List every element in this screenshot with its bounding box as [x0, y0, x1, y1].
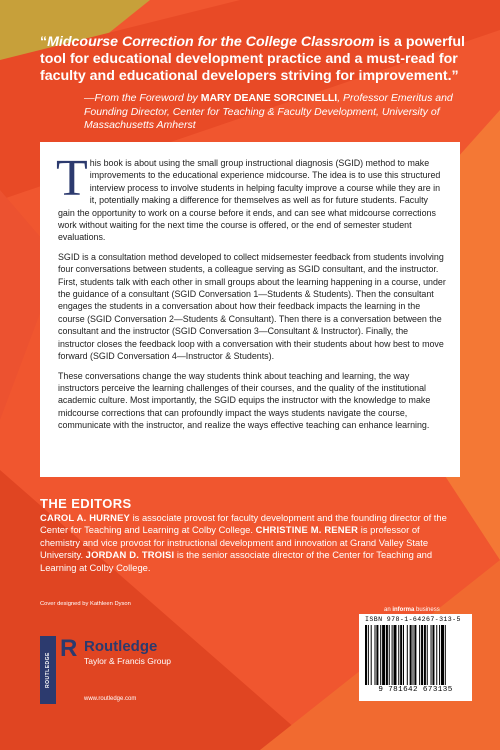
- editor-name: JORDAN D. TROISI: [85, 549, 175, 561]
- publisher-name: Routledge: [84, 638, 158, 655]
- cover-credit: Cover designed by Kathleen Dyson: [40, 601, 131, 607]
- routledge-r-icon: R: [60, 635, 78, 662]
- editors-bios: CAROL A. HURNEY is associate provost for faculty development and the founding director of the Center for Teaching and Learning at Colby College. CHRISTINE M. RENER is professor of chemistry and vice provost for instructional development and innovation at Grand Valley State University. JORDAN D. TROISI is the senior associate director of the Center for Teaching and Learning at Colby College.: [40, 512, 447, 573]
- isbn-label: ISBN 978-1-64267-313-5: [365, 616, 461, 623]
- editor-name: CHRISTINE M. RENER: [255, 524, 359, 536]
- publisher-subtitle: Taylor & Francis Group: [84, 656, 171, 666]
- editors-heading: THE EDITORS: [40, 496, 132, 511]
- logo-vertical-label: ROUTLEDGE: [45, 652, 51, 688]
- barcode-icon: [365, 625, 466, 685]
- endorsement-attribution: —From the Foreword by MARY DEANE SORCINELLI, Professor Emeritus and Founding Director, Center for Teaching & Faculty Development, University of Massachusetts Amherst: [84, 92, 453, 131]
- description-paragraph-3: These conversations change the way students think about teaching and learning, the way instructors perceive the learning challenges of their courses, and the quality of the institutional academic culture. Most importantly, the SGID equips the instructor with the knowledge to make midcourse corrections that can profoundly impact the ways students navigate the course, communicate with the instructor, and realize the ways effective teaching can enhance learning.: [58, 370, 431, 431]
- editor-name: CAROL A. HURNEY: [40, 512, 130, 523]
- drop-cap: T: [56, 150, 88, 207]
- description-paragraph-1: This book is about using the small group instructional diagnosis (SGID) method to make improvements to the educational experience midcourse. The idea is to use this structured interview process to involve students in helping faculty improve a course while they are in it, potentially making a difference for themselves as well as for future students. Faculty gain the opportunity to work on a course before it ends, and can see what midcourse corrections work without waiting for the next time the course is offered, or the end of semester student evaluations.: [56, 150, 441, 243]
- endorser-name: MARY DEANE SORCINELLI: [200, 92, 338, 104]
- routledge-logo: [40, 636, 180, 706]
- quoted-book-title: Midcourse Correction for the College Classroom: [47, 34, 375, 50]
- isbn-number: 9 781642 673135: [378, 686, 453, 694]
- isbn-barcode-box: [359, 614, 472, 701]
- book-description: [56, 150, 446, 439]
- description-paragraph-2: SGID is a consultation method developed to collect midsemester feedback from students involving four conversations between students, a colleague serving as SGID consultant, and the instructor. First, students talk with each other in small groups about the learning happening in a course, under the guidance of a consultant (SGID Conversation 1—Students & Students). Then the consultant engages the students in a conversation about how their feedback impacts the learning in the course (SGID Conversation 2—Students & Consultant). Then there is a conversation between the consultant and the instructor (SGID Conversation 3—Consultant & Instructor). Finally, the instructor closes the feedback loop with a conversation with their students about how best to move forward (SGID Conversation 4—Instructor & Students).: [58, 251, 446, 362]
- endorsement-quote: “Midcourse Correction for the College Classroom is a powerful tool for educational development practice and a must-read for faculty and educational developers striving for improvement.”: [40, 34, 465, 84]
- publisher-url: www.routledge.com: [84, 696, 137, 702]
- informa-business-label: an informa business: [384, 607, 440, 613]
